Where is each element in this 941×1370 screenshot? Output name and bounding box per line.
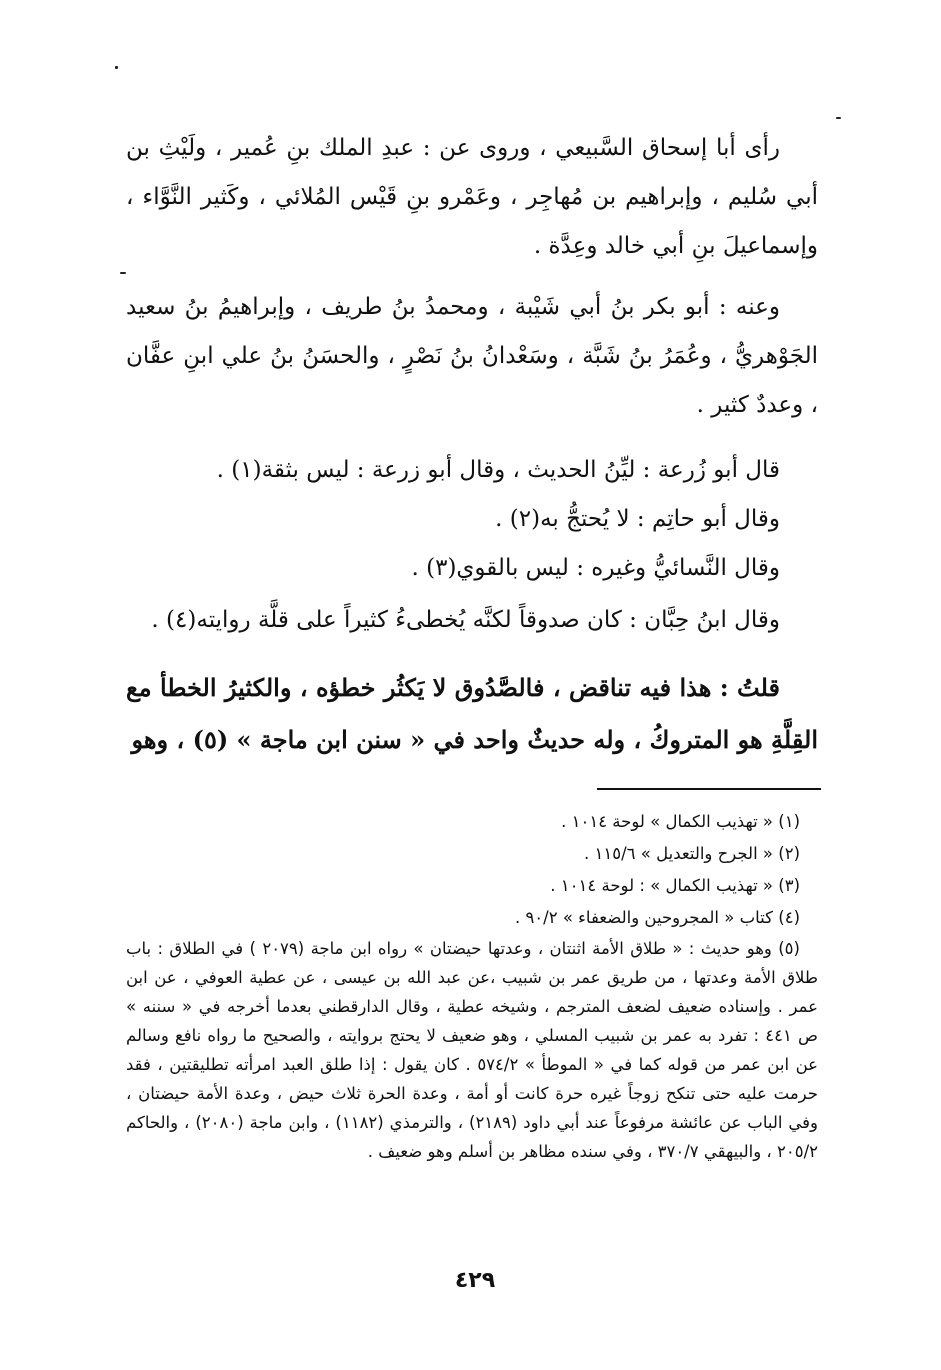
scan-speck (120, 272, 126, 274)
paragraph-narrators-to: وعنه : أبو بكر بنُ أبي شَيْبة ، ومحمدُ بنُ طريف ، وإبراهيمُ بنُ سعيد الجَوْهريُّ ، وعُمَرُ بنُ شَبَّة ، وسَعْدانُ بنُ نَصْرٍ ، والحسَنُ بنُ علي ابنِ عفَّان ، وعددٌ كثير . (126, 294, 818, 418)
paragraph-narrators-from: رأى أبا إسحاق السَّبيعي ، وروى عن : عبدِ الملك بنِ عُمير ، ولَيْثِ بن أبي سُليم ، وإبراهيم بن مُهاجِر ، وعَمْرو بنِ قَيْس المُلائي ، وكَثير النَّوَّاء ، وإسماعيلَ بنِ أبي خالد وعِدَّة . (126, 135, 818, 259)
footnote-2: (٢) « الجرح والتعديل » ١١٥/٦ . (584, 844, 800, 863)
paragraph-ibn-hibban: وقال ابنُ حِبَّان : كان صدوقاً لكنَّه يُخطىءُ كثيراً على قلَّة روايته(٤) . (151, 607, 780, 633)
scan-speck (836, 117, 841, 119)
paragraph-author-comment: قلتُ : هذا فيه تناقض ، فالصَّدُوق لا يَكثُر خطؤه ، والكثيرُ الخطأ مع القِلَّةِ هو المتروكُ ، وله حديثٌ واحد في « سنن ابن ماجة » (٥) ، وهو (126, 673, 818, 754)
footnotes (126, 806, 818, 1166)
footnote-divider (597, 788, 821, 790)
scan-speck (115, 66, 118, 69)
footnote-1: (١) « تهذيب الكمال » لوحة ١٠١٤ . (561, 812, 800, 831)
footnote-3: (٣) « تهذيب الكمال » : لوحة ١٠١٤ . (550, 876, 800, 895)
paragraph-critic-opinions (126, 446, 818, 593)
page-number: ٤٢٩ (454, 1268, 496, 1293)
opinion-abu-zura: قال أبو زُرعة : ليِّنُ الحديث ، وقال أبو زرعة : ليس بثقة(١) . (216, 457, 780, 483)
footnote-5: (٥) وهو حديث : « طلاق الأمة اثنتان ، وعدتها حيضتان » رواه ابن ماجة (٢٠٧٩ ) في الطلاق : باب طلاق الأمة وعدتها ، من طريق عمر بن شبيب ،عن عبد الله بن عيسى ، عن عطية العوفي ، عن ابن عمر . وإسناده ضعيف لضعف المترجم ، وشيخه عطية ، وقال الدارقطني بعدما أخرجه في « سننه » ص ٤٤١ : تفرد به عمر بن شبيب المسلي ، وهو ضعيف لا يحتج بروايته ، والصحيح ما رواه نافع وسالم عن ابن عمر من قوله كما في « الموطأ » ٥٧٤/٢ . كان يقول : إذا طلق العبد امرأته تطليقتين ، فقد حرمت عليه حتى تنكح زوجاً غيره حرة كانت أو أمة ، وعدة الحرة ثلاث حيض ، وعدة الأمة حيضتان ، وفي الباب عن عائشة مرفوعاً عند أبي داود (٢١٨٩) ، والترمذي (١١٨٢) ، وابن ماجة (٢٠٨٠) ، والحاكم ٢٠٥/٢ ، والبيهقي ٣٧٠/٧ ، وفي سنده مظاهر بن أسلم وهو ضعيف . (126, 939, 819, 1161)
footnote-4: (٤) كتاب « المجروحين والضعفاء » ٩٠/٢ . (514, 908, 800, 927)
opinion-abu-hatim: وقال أبو حاتِم : لا يُحتجُّ به(٢) . (495, 506, 780, 532)
opinion-nasai: وقال النَّسائيُّ وغيره : ليس بالقوي(٣) . (411, 555, 780, 581)
